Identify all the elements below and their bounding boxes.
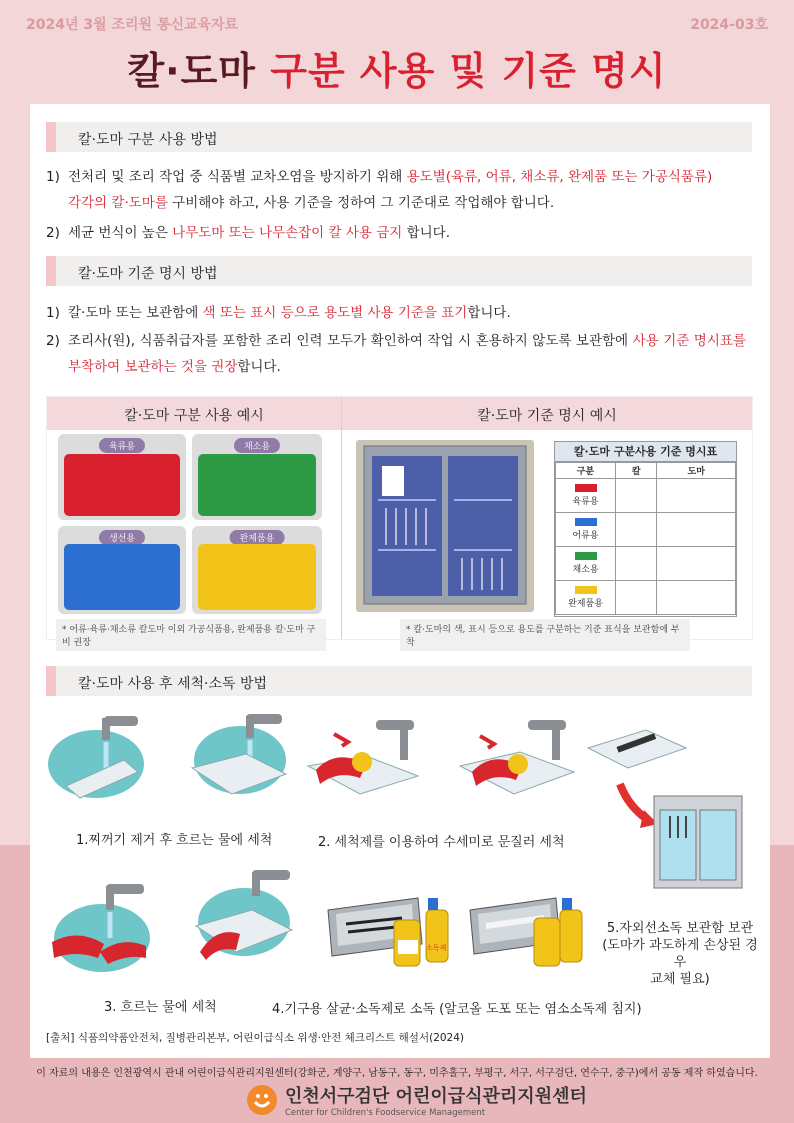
list-item [46,220,746,246]
item-number: 2) [46,225,60,241]
section3-heading: 칼·도마 사용 후 세척·소독 방법 [46,666,752,696]
production-note: 이 자료의 내용은 인천광역시 관내 어린이급식관리지원센터(강화군, 계양구, 남동구, 동구, 미추홀구, 부평구, 서구, 서구검단, 연수구, 중구)에서 공동 제작 하였습니다. [36,1068,758,1079]
step1-caption: 1.찌꺼기 제거 후 흐르는 물에 세척 [76,833,273,848]
rinse-board2-illustration [186,866,300,972]
red-board [64,454,180,516]
item-text: 칼·도마 또는 보관함에 색 또는 표시 등으로 용도별 사용 기준을 표기합니다. [68,305,511,321]
table-row: 어류용 [556,513,736,547]
scrub-detergent-illustration [306,712,426,802]
table-row: 채소용 [556,547,736,581]
top-line [26,14,768,34]
rinse-debris-illustration [44,712,148,802]
series-label: 2024년 3월 조리원 통신교육자료 [26,17,239,33]
standards-title: 칼·도마 구분사용 기준 명시표 [555,442,736,462]
right-caption: * 칼·도마의 색, 표시 등으로 용도를 구분하는 기준 표식을 보관함에 부착 [400,619,690,651]
center-name: 인천서구검단 어린이급식관리지원센터 [285,1086,587,1107]
blue-board [64,544,180,610]
rinse-hands-illustration [44,878,156,978]
item-text: 세균 번식이 높은 나무도마 또는 나무손잡이 칼 사용 금지 합니다. [68,225,451,241]
issue-number: 2024-03호 [690,17,768,33]
page-title [0,40,794,95]
step3-caption: 3. 흐르는 물에 세척 [104,1000,217,1015]
standards-table [555,462,736,615]
examples-right-heading: 칼·도마 기준 명시 예시 [342,397,752,430]
col-knife: 칼 [616,463,657,479]
list-item [46,300,746,326]
item-text: 전처리 및 조리 작업 중 식품별 교차오염을 방지하기 위해 용도별(육류, 어류, 채소류, 완제품 또는 가공식품류) 각각의 칼·도마를 구비해야 하고, 사용 기준을 정하여 그 기준대로 작업해야 합니다. [68,169,713,211]
meat-board-photo: 육류용 [58,434,186,520]
uv-cabinet-photo [356,440,534,612]
col-board: 도마 [657,463,736,479]
center-english-name: Center for Children's Foodservice Management [285,1108,486,1118]
section2-list [46,300,746,380]
uv-storage-illustration [586,712,746,892]
rinse-board-illustration [186,712,294,802]
title-part2: 구분 사용 및 기준 명시 [270,49,667,93]
yellow-board [198,544,316,610]
center-logo [247,1082,587,1118]
step2-caption: 2. 세척제를 이용하여 수세미로 문질러 세척 [318,835,565,850]
step5-caption: 5.자외선소독 보관함 보관 (도마가 과도하게 손상된 경우 교체 필요) [602,921,758,987]
examples-left-heading: 칼·도마 구분 사용 예시 [47,397,341,430]
veg-board-photo: 채소용 [192,434,322,520]
section2-heading: 칼·도마 기준 명시 방법 [46,256,752,286]
bottle-label: 소독제 [426,944,447,952]
column-divider [341,397,342,639]
source-note: [출처] 식품의약품안전처, 질병관리본부, 어린이급식소 위생·안전 체크리스트 해설서(2024) [46,1032,465,1044]
title-part1: 칼·도마 [127,49,257,93]
smile-logo-icon [247,1085,277,1115]
scrub-board-illustration [458,712,578,802]
left-caption: * 어류·육류·채소류 칼도마 이외 가공식품용, 완제품용 칼·도마 구비 권장 [56,619,326,651]
section1-list [46,164,746,246]
sanitizer-soak-illustration [322,880,456,976]
col-category: 구분 [556,463,616,479]
sanitizer-soak2-illustration [464,880,588,976]
done-board-photo: 완제품용 [192,526,322,614]
section1-heading: 칼·도마 구분 사용 방법 [46,122,752,152]
table-row: 육류용 [556,479,736,513]
item-text: 조리사(원), 식품취급자를 포함한 조리 인력 모두가 확인하여 작업 시 혼용하지 않도록 보관함에 사용 기준 명시표를 부착하여 보관하는 것을 권장합니다. [68,333,746,375]
item-number: 2) [46,333,60,349]
item-number: 1) [46,305,60,321]
item-number: 1) [46,169,60,185]
list-item [46,164,746,216]
step4-caption: 4.기구용 살균·소독제로 소독 (알코올 도포 또는 염소소독제 침지) [272,1002,642,1017]
table-row: 완제품용 [556,581,736,615]
green-board [198,454,316,516]
fish-board-photo: 생선용 [58,526,186,614]
cabinet-illustration [356,440,534,612]
standards-chart [554,441,737,617]
list-item [46,328,746,380]
